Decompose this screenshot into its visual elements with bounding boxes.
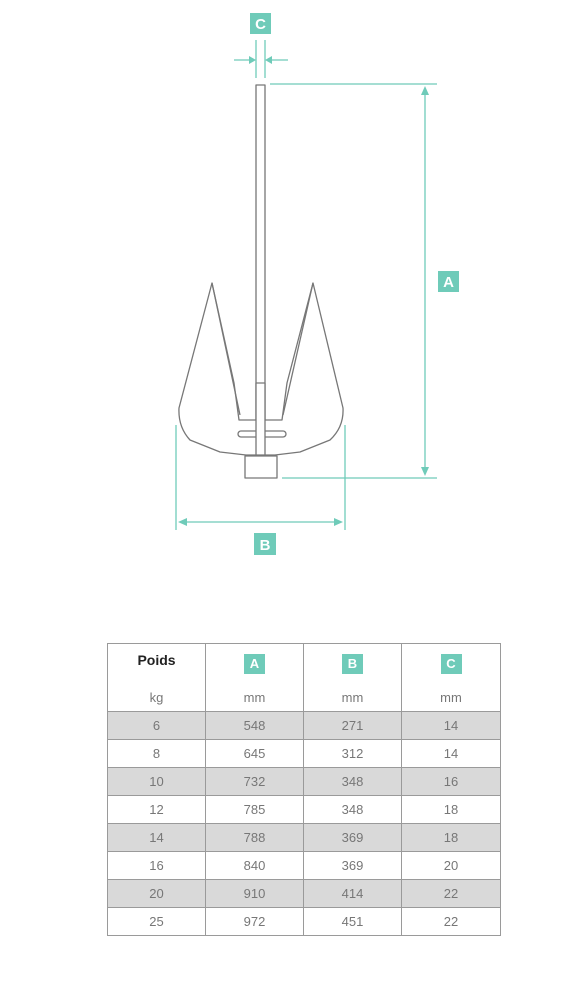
cell-weight: 12 [108, 796, 206, 824]
cell-b: 312 [304, 740, 402, 768]
header-weight-unit: kg [149, 690, 164, 705]
table-header-row [108, 644, 501, 712]
cell-c: 20 [402, 852, 501, 880]
table-row [108, 880, 501, 908]
cell-b: 369 [304, 824, 402, 852]
cell-a: 548 [206, 712, 304, 740]
cell-a: 788 [206, 824, 304, 852]
cell-b: 369 [304, 852, 402, 880]
cell-a: 972 [206, 908, 304, 936]
header-b-unit: mm [341, 690, 364, 705]
anchor-crown [245, 456, 277, 478]
cell-weight: 14 [108, 824, 206, 852]
anchor-drawing [179, 85, 343, 478]
header-weight-title: Poids [137, 652, 176, 668]
header-a-unit: mm [243, 690, 266, 705]
cell-a: 732 [206, 768, 304, 796]
cell-a: 645 [206, 740, 304, 768]
cell-b: 451 [304, 908, 402, 936]
cell-a: 785 [206, 796, 304, 824]
cell-b: 414 [304, 880, 402, 908]
header-c-unit: mm [440, 690, 462, 705]
dimension-b-label: B [259, 537, 271, 554]
header-c [402, 644, 501, 712]
cell-c: 18 [402, 824, 501, 852]
header-b-badge: B [342, 654, 363, 674]
header-a-badge: A [244, 654, 265, 674]
cell-weight: 10 [108, 768, 206, 796]
table-row [108, 908, 501, 936]
cell-a: 840 [206, 852, 304, 880]
header-b [304, 644, 402, 712]
cell-weight: 16 [108, 852, 206, 880]
cell-weight: 25 [108, 908, 206, 936]
table-row [108, 852, 501, 880]
cell-c: 22 [402, 880, 501, 908]
cell-b: 348 [304, 796, 402, 824]
table-row [108, 824, 501, 852]
cell-c: 14 [402, 712, 501, 740]
table-row [108, 768, 501, 796]
cell-c: 16 [402, 768, 501, 796]
cell-b: 348 [304, 768, 402, 796]
table-row [108, 796, 501, 824]
cell-c: 14 [402, 740, 501, 768]
header-weight [108, 644, 206, 712]
cell-c: 18 [402, 796, 501, 824]
cell-weight: 20 [108, 880, 206, 908]
cell-weight: 8 [108, 740, 206, 768]
cell-a: 910 [206, 880, 304, 908]
table-row [108, 712, 501, 740]
dimension-c-label: C [255, 16, 266, 33]
table-row [108, 740, 501, 768]
header-a [206, 644, 304, 712]
anchor-specs-table [107, 643, 501, 936]
cell-b: 271 [304, 712, 402, 740]
anchor-shank-front [256, 383, 265, 455]
header-c-badge: C [441, 654, 462, 674]
dimension-a-label: A [443, 274, 454, 291]
cell-weight: 6 [108, 712, 206, 740]
cell-c: 22 [402, 908, 501, 936]
